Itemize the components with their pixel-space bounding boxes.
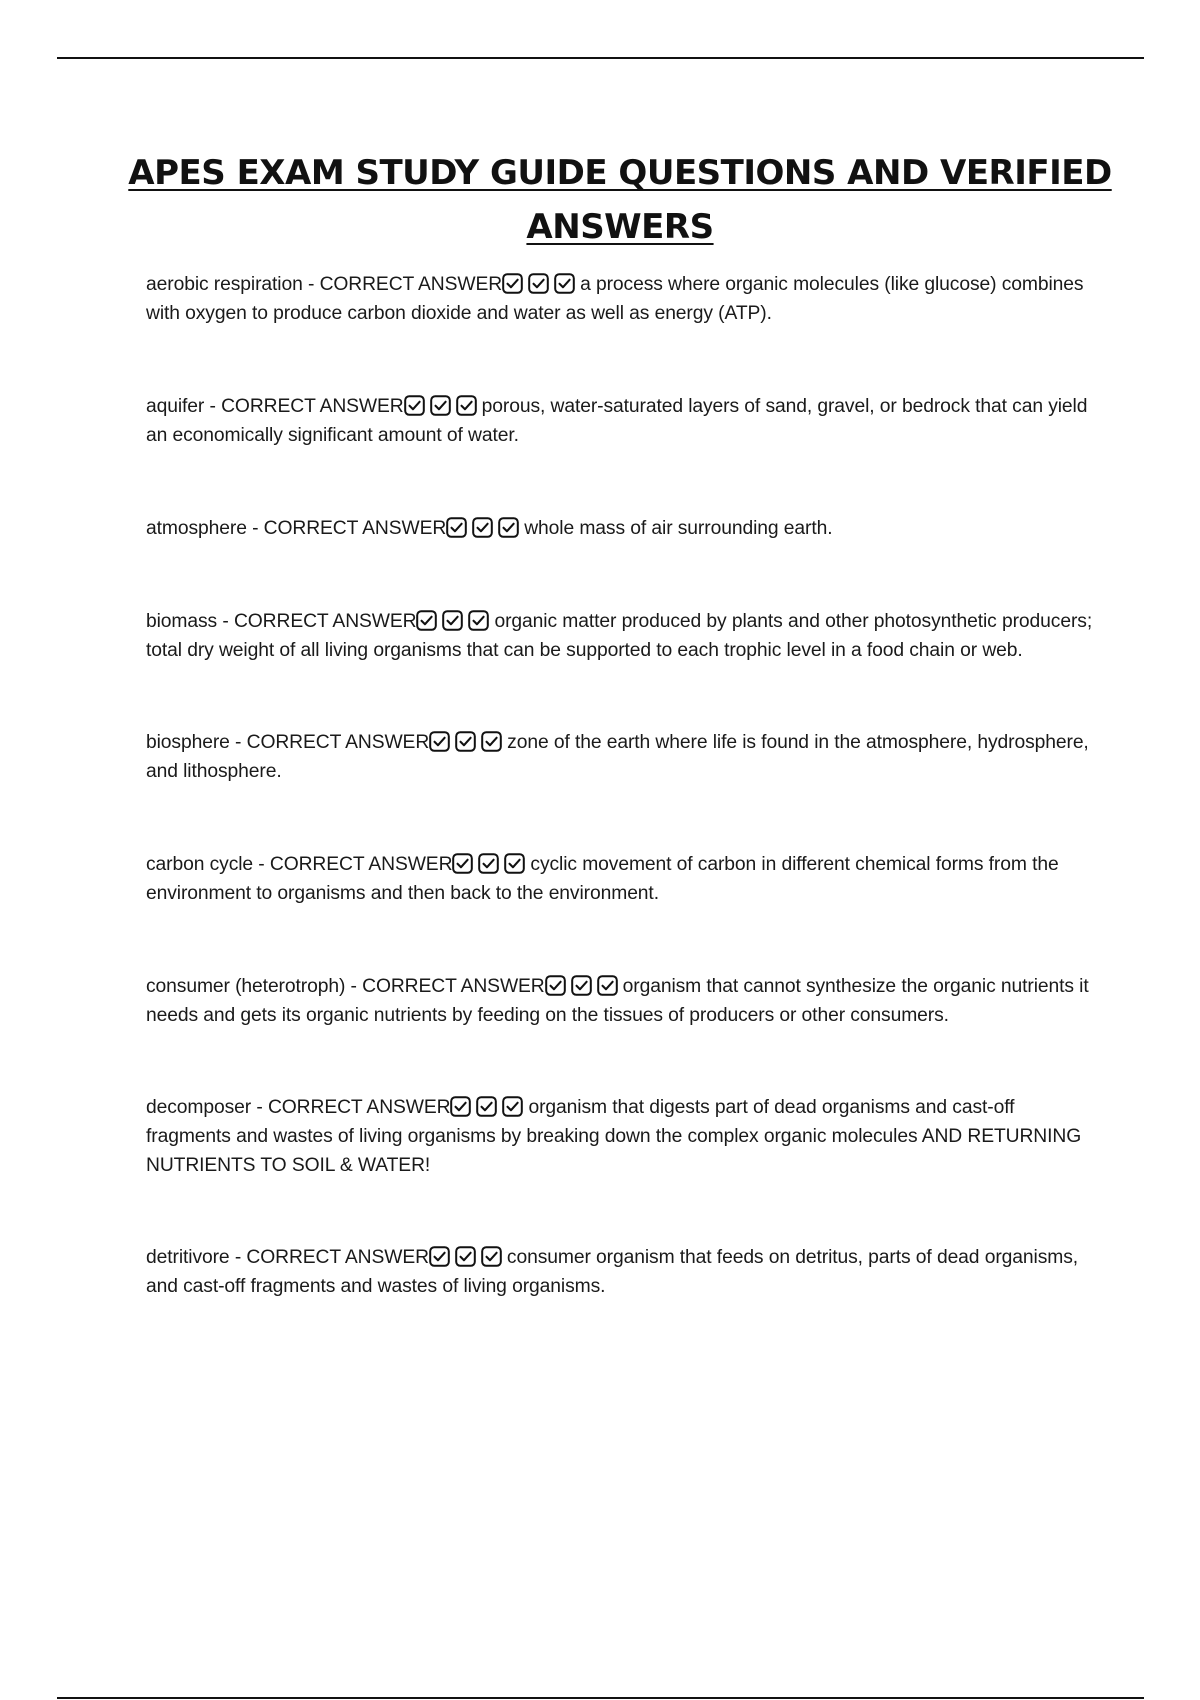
checkbox-checked-icon — [545, 975, 566, 996]
entry-separator: CORRECT ANSWER — [263, 518, 447, 539]
entry-separator: CORRECT ANSWER — [362, 976, 545, 997]
entry-term: biomass — [146, 611, 218, 632]
checkbox-checked-icon — [446, 517, 467, 538]
checkbox-checked-icon — [442, 610, 463, 631]
checkbox-checked-icon — [429, 1246, 450, 1267]
checkbox-checked-icon — [455, 1246, 476, 1267]
glossary-entry: atmosphere - CORRECT ANSWER whole mass of air surrounding earth. — [146, 518, 833, 539]
entry-definition: consumer organism that feeds on detritus, parts of dead organisms, and cast-off fragments and wastes of living organisms. — [146, 1247, 1078, 1297]
checkbox-checked-icon — [504, 853, 525, 874]
checkbox-checked-icon — [455, 731, 476, 752]
checkbox-checked-icon — [528, 273, 549, 294]
entry-definition: organic matter produced by plants and other photosynthetic producers; total dry weight of all living organisms that can be supported to each trophic level in a food chain or web. — [146, 611, 1093, 661]
entry-separator: CORRECT ANSWER — [221, 396, 404, 417]
checkbox-checked-icon — [478, 853, 499, 874]
checkbox-checked-icon — [502, 1096, 523, 1117]
entry-definition: porous, water-saturated layers of sand, gravel, or bedrock that can yield an economically significant amount of water. — [146, 396, 1088, 446]
entry-separator: CORRECT ANSWER — [233, 611, 417, 632]
entry-term: aerobic respiration — [146, 274, 303, 295]
glossary-entry: biomass - CORRECT ANSWER organic matter produced by plants and other photosynthetic producers; total dry weight of all living organisms that can be supported to each trophic level in a food chain or web. — [146, 611, 1093, 661]
glossary-entry: carbon cycle - CORRECT ANSWER cyclic movement of carbon in different chemical forms from the environment to organisms and then back to the environment. — [146, 854, 1059, 904]
checkbox-checked-icon — [452, 853, 473, 874]
checkbox-checked-icon — [472, 517, 493, 538]
checkbox-checked-icon — [416, 610, 437, 631]
checkbox-checked-icon — [498, 517, 519, 538]
entry-definition: organism that digests part of dead organisms and cast-off fragments and wastes of living organisms by breaking down the complex organic molecules AND RETURNING NUTRIENTS TO SOIL & WATER! — [146, 1097, 1082, 1176]
checkbox-checked-icon — [404, 395, 425, 416]
entry-separator: CORRECT ANSWER — [319, 274, 503, 295]
entry-term: carbon cycle — [146, 854, 254, 875]
checkbox-checked-icon — [468, 610, 489, 631]
entry-term: atmosphere — [146, 518, 247, 539]
checkbox-checked-icon — [554, 273, 575, 294]
entry-separator: CORRECT ANSWER — [246, 1247, 429, 1268]
glossary-entry: detritivore - CORRECT ANSWER consumer organism that feeds on detritus, parts of dead organisms, and cast-off fragments and wastes of living organisms. — [146, 1247, 1078, 1297]
entry-definition: whole mass of air surrounding earth. — [524, 518, 833, 539]
checkbox-checked-icon — [502, 273, 523, 294]
glossary-entry: consumer (heterotroph) - CORRECT ANSWER organism that cannot synthesize the organic nutrients it needs and gets its organic nutrients by feeding on the tissues of producers or other consumers. — [146, 976, 1089, 1026]
glossary-entry: biosphere - CORRECT ANSWER zone of the earth where life is found in the atmosphere, hydrosphere, and lithosphere. — [146, 732, 1089, 782]
glossary-entry: aerobic respiration - CORRECT ANSWER a process where organic molecules (like glucose) combines with oxygen to produce carbon dioxide and water as well as energy (ATP). — [146, 274, 1084, 324]
top-rule — [57, 57, 1144, 59]
entry-definition: zone of the earth where life is found in the atmosphere, hydrosphere, and lithosphere. — [146, 732, 1089, 782]
entry-definition: cyclic movement of carbon in different chemical forms from the environment to organisms and then back to the environment. — [146, 854, 1059, 904]
entry-separator: CORRECT ANSWER — [269, 854, 453, 875]
page-title — [120, 146, 1120, 254]
glossary-entry: decomposer - CORRECT ANSWER organism that digests part of dead organisms and cast-off fragments and wastes of living organisms by breaking down the complex organic molecules AND RETURNING NUTRIENTS TO SOIL & WATER! — [146, 1097, 1082, 1176]
title-line-1: APES EXAM STUDY GUIDE QUESTIONS AND VERIFIED — [128, 153, 1112, 193]
entry-term: consumer (heterotroph) — [146, 976, 346, 997]
entry-definition: a process where organic molecules (like glucose) combines with oxygen to produce carbon dioxide and water as well as energy (ATP). — [146, 274, 1084, 324]
entry-term: detritivore — [146, 1247, 230, 1268]
checkbox-checked-icon — [481, 731, 502, 752]
entry-definition: organism that cannot synthesize the organic nutrients it needs and gets its organic nutrients by feeding on the tissues of producers or other consumers. — [146, 976, 1089, 1026]
checkbox-checked-icon — [597, 975, 618, 996]
entry-term: aquifer — [146, 396, 205, 417]
checkbox-checked-icon — [450, 1096, 471, 1117]
checkbox-checked-icon — [571, 975, 592, 996]
glossary-list — [146, 270, 1101, 1365]
entry-separator: CORRECT ANSWER — [246, 732, 430, 753]
entry-term: decomposer — [146, 1097, 252, 1118]
bottom-rule — [57, 1697, 1144, 1699]
title-line-2: ANSWERS — [526, 207, 714, 247]
entry-term: biosphere — [146, 732, 230, 753]
checkbox-checked-icon — [481, 1246, 502, 1267]
entry-separator: CORRECT ANSWER — [267, 1097, 451, 1118]
checkbox-checked-icon — [456, 395, 477, 416]
checkbox-checked-icon — [430, 395, 451, 416]
glossary-entry: aquifer - CORRECT ANSWER porous, water-saturated layers of sand, gravel, or bedrock that can yield an economically significant amount of water. — [146, 396, 1088, 446]
checkbox-checked-icon — [476, 1096, 497, 1117]
checkbox-checked-icon — [429, 731, 450, 752]
